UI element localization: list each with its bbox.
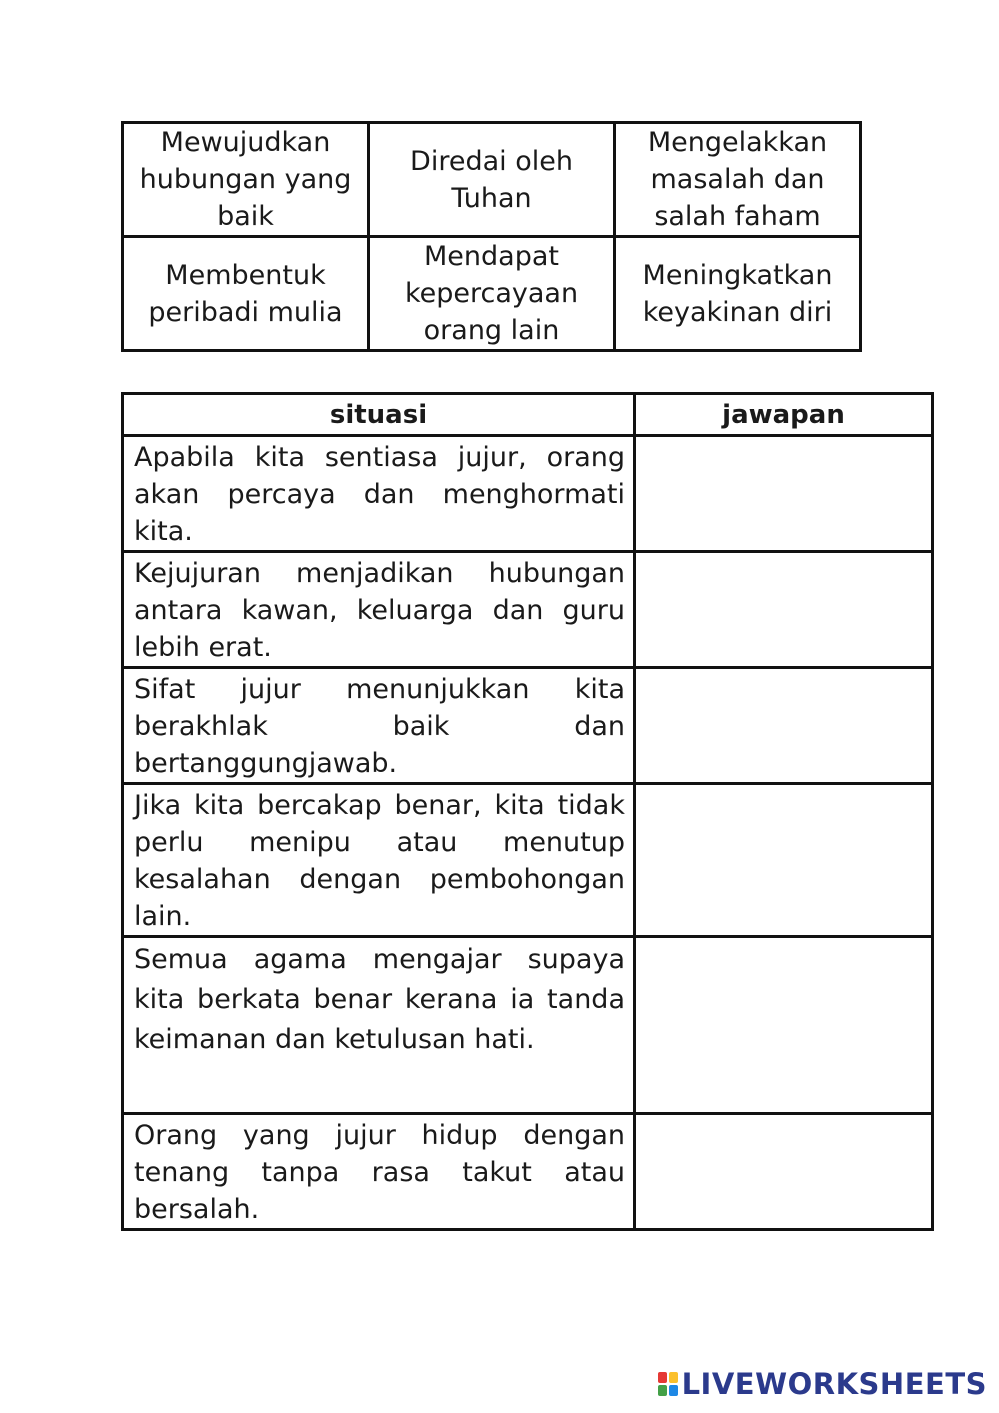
table-row bbox=[123, 1114, 933, 1230]
answer-option[interactable]: Meningkatkan keyakinan diri bbox=[615, 237, 861, 351]
liveworksheets-logo-icon bbox=[658, 1372, 678, 1396]
situation-text: Orang yang jujur hidup dengan tenang tanpa rasa takut atau bersalah. bbox=[123, 1114, 635, 1230]
answer-drop-slot[interactable] bbox=[635, 784, 933, 937]
liveworksheets-logo bbox=[658, 1367, 987, 1401]
table-row bbox=[123, 937, 933, 1114]
situation-text: Kejujuran menjadikan hubungan antara kawan, keluarga dan guru lebih erat. bbox=[123, 552, 635, 668]
table-row bbox=[123, 436, 933, 552]
answer-option[interactable]: Membentuk peribadi mulia bbox=[123, 237, 369, 351]
table-header-row bbox=[123, 394, 933, 436]
table-row bbox=[123, 668, 933, 784]
situation-text: Sifat jujur menunjukkan kita berakhlak baik dan bertanggungjawab. bbox=[123, 668, 635, 784]
answer-drop-slot[interactable] bbox=[635, 937, 933, 1114]
table-row bbox=[123, 784, 933, 937]
answer-drop-slot[interactable] bbox=[635, 668, 933, 784]
answer-bank-row bbox=[123, 123, 861, 237]
situation-table bbox=[121, 392, 934, 1231]
answer-drop-slot[interactable] bbox=[635, 552, 933, 668]
answer-bank bbox=[121, 121, 862, 352]
answer-option[interactable]: Diredai oleh Tuhan bbox=[369, 123, 615, 237]
answer-option[interactable]: Mendapat kepercayaan orang lain bbox=[369, 237, 615, 351]
answer-drop-slot[interactable] bbox=[635, 436, 933, 552]
table-row bbox=[123, 552, 933, 668]
situation-text: Apabila kita sentiasa jujur, orang akan percaya dan menghormati kita. bbox=[123, 436, 635, 552]
logo-text: LIVEWORKSHEETS bbox=[681, 1367, 987, 1401]
situation-text: Jika kita bercakap benar, kita tidak perlu menipu atau menutup kesalahan dengan pembohongan lain. bbox=[123, 784, 635, 937]
answer-option[interactable]: Mengelakkan masalah dan salah faham bbox=[615, 123, 861, 237]
situation-text: Semua agama mengajar supaya kita berkata benar kerana ia tanda keimanan dan ketulusan hati. bbox=[123, 937, 635, 1114]
header-jawapan: jawapan bbox=[635, 394, 933, 436]
header-situasi: situasi bbox=[123, 394, 635, 436]
answer-bank-row bbox=[123, 237, 861, 351]
answer-option[interactable]: Mewujudkan hubungan yang baik bbox=[123, 123, 369, 237]
answer-drop-slot[interactable] bbox=[635, 1114, 933, 1230]
